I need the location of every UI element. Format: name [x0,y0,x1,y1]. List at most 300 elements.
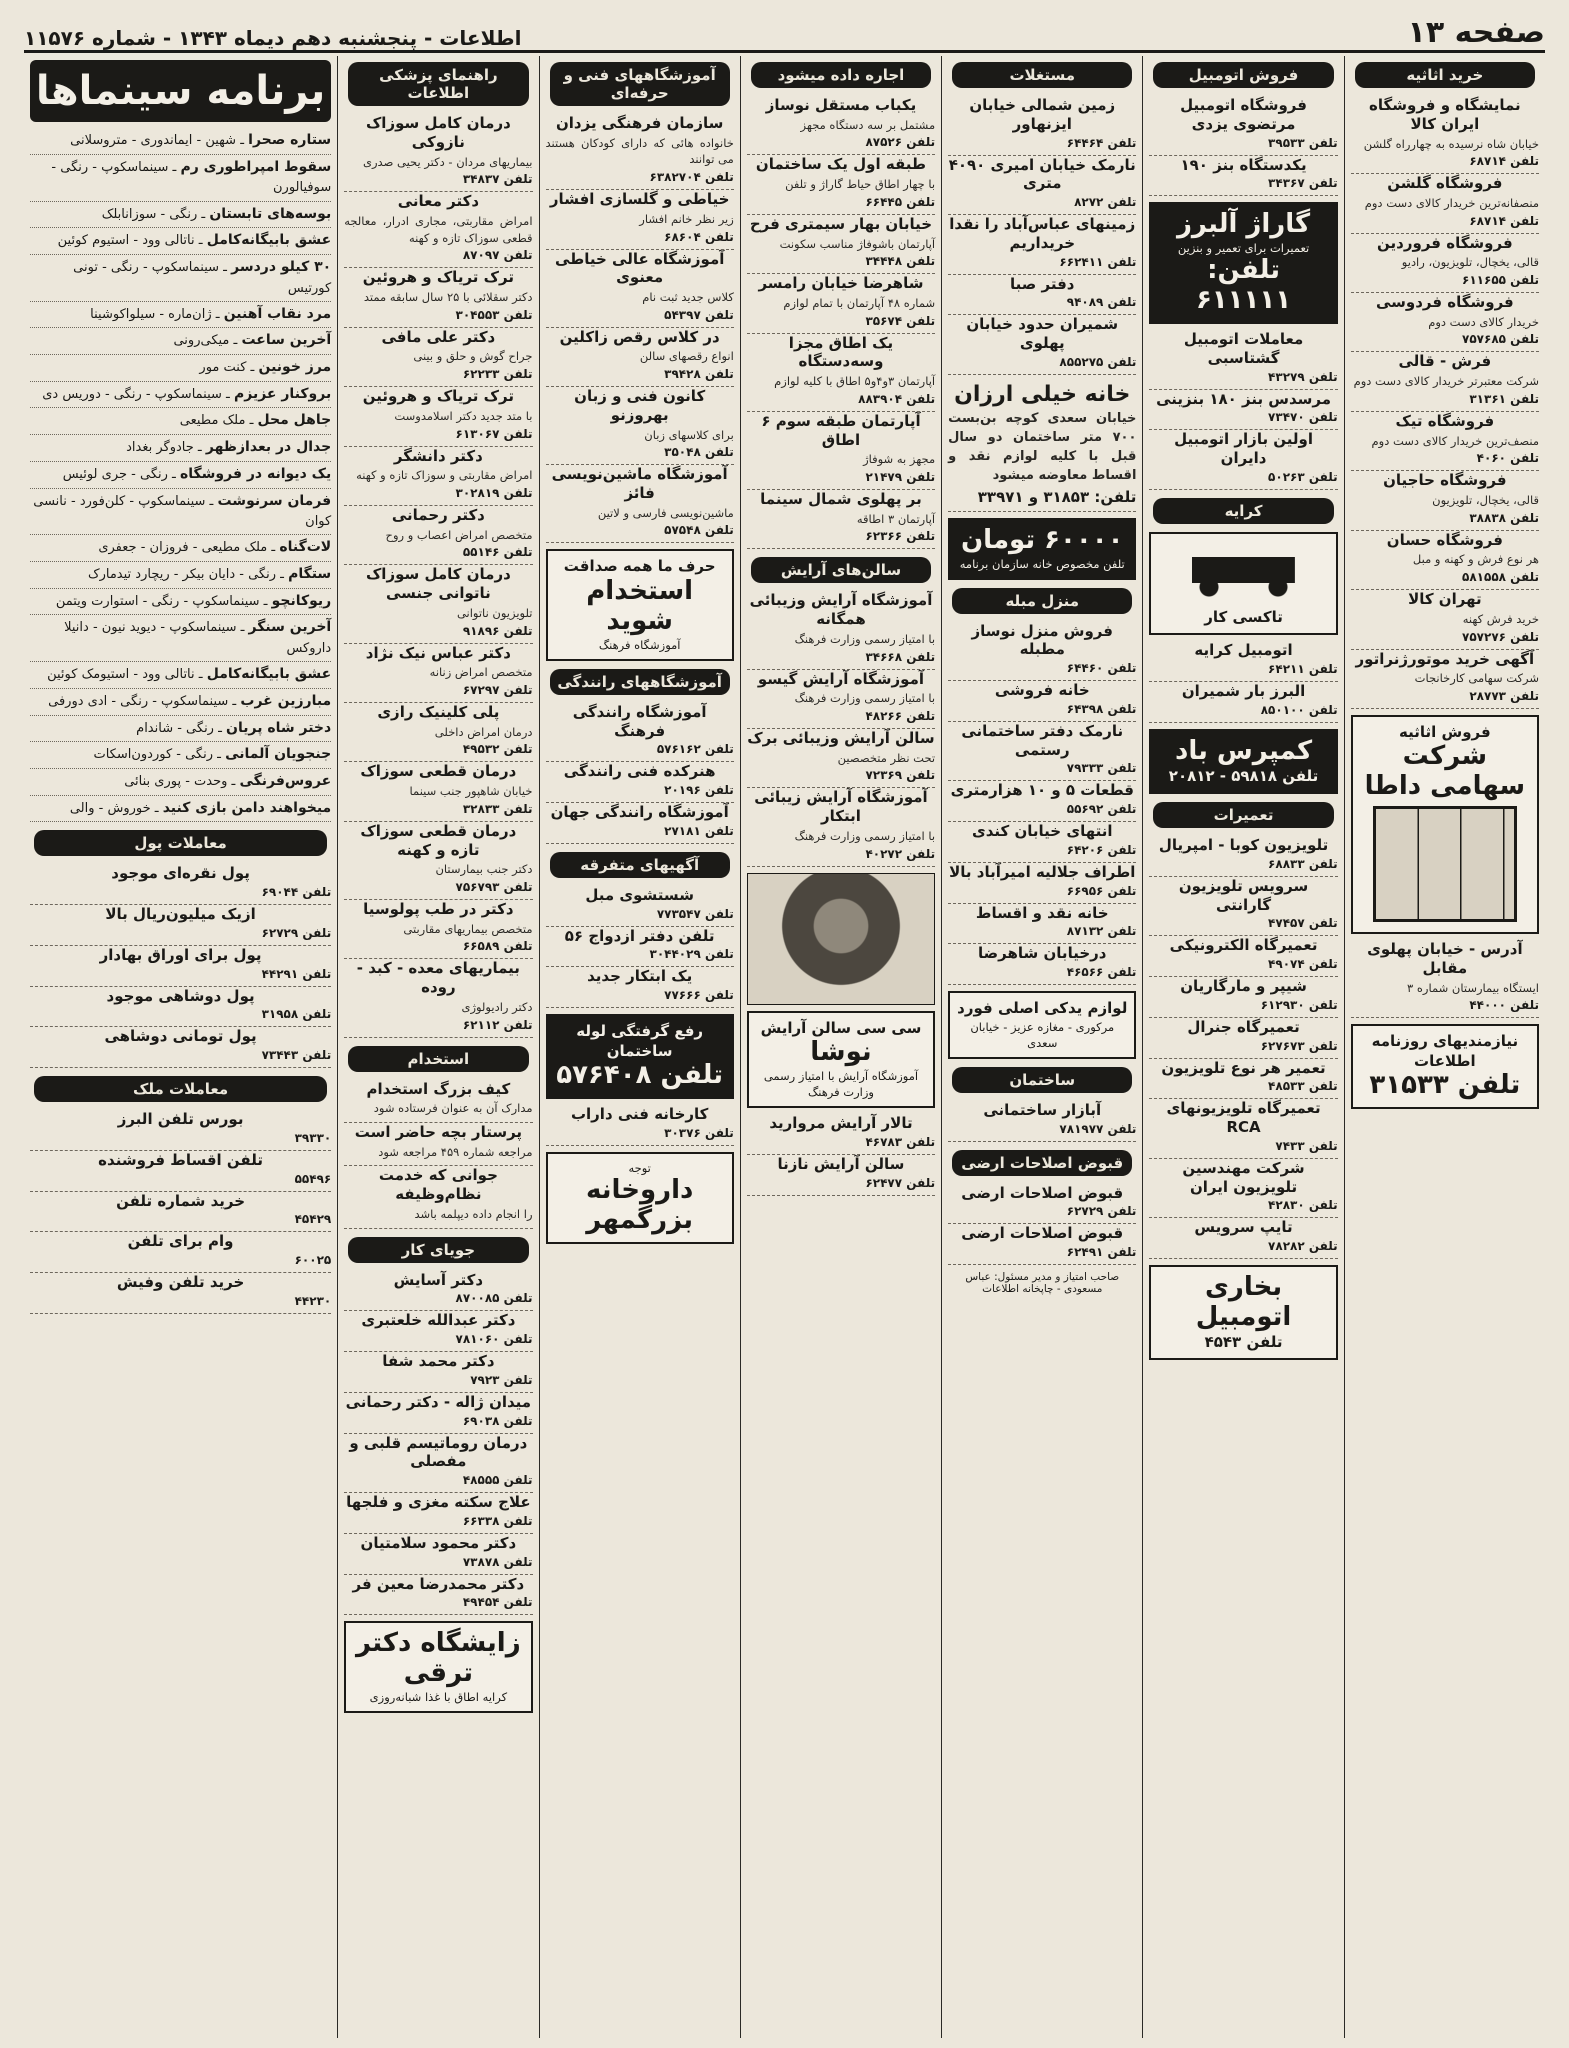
film-title: آخرین ساعت [241,332,332,349]
ad-body: با چهار اطاق حیاط گاراژ و تلفن [785,177,936,192]
ad-tel: تلفن ۹۱۸۹۶ [462,623,533,638]
ad-tel: تلفن ۶۴۲۱۱ [1268,662,1338,677]
school-ad [546,114,734,190]
film-info: شهین - ایماندوری - متروسلانی [70,133,237,148]
ad-title: دکتر آسایش [393,1270,484,1289]
film-title: فرمان سرنوشت [217,492,332,509]
ad-body: ماشین‌نویسی فارسی و لاتین [597,505,734,520]
ad-tel: تلفن ۷۹۳۳۳ [1066,761,1137,776]
separator: ـ [275,567,289,583]
ad-body: جراح گوش و حلق و بینی [413,349,533,364]
ad-title: نارمک خیابان امیری ۴۰۹۰ متری [948,155,1136,193]
ad-tel: تلفن ۶۲۷۲۹ [1066,1204,1137,1219]
doctor-ad [344,1434,532,1494]
ad-body: کلاس جدید ثبت نام [642,290,734,305]
ad-title: معاملات اتومبیل گشتاسبی [1183,330,1304,367]
cinema-listing [30,155,331,202]
rental-ad [747,155,935,214]
ad-title: تالار آرایش مروارید [769,1114,913,1133]
repair-ad [1149,877,1337,937]
column-medical [337,56,538,2038]
box-title: کمپرس باد [1174,735,1313,766]
plumbing-box [546,1014,734,1099]
ad-title: تعمیر هر نوع تلویزیون [1161,1058,1326,1077]
ad-title: شرکت مهندسین تلویزیون ایران [1182,1158,1305,1196]
box-body: آموزشگاه فرهنگ [598,637,681,652]
ad-title: آدرس - خیابان پهلوی مقابل [1367,940,1523,977]
medical-ad [344,822,532,900]
box-title: نیازمندیهای روزنامه اطلاعات [1371,1032,1519,1070]
ad-body: با امتیاز رسمی وزارت فرهنگ [794,828,936,843]
ad-tel: تلفن ۷۳۸۷۸ [462,1554,533,1569]
ad-tel: تلفن ۳۲۸۳۳ [462,801,533,816]
repair-ad [1149,936,1337,977]
cinema-listing [30,562,331,589]
cinema-listing [30,489,331,536]
ad-title: درخیابان شاهرضا [978,944,1107,963]
real-estate-ad [948,315,1136,375]
cinema-listing [30,128,331,155]
ad-tel: تلفن ۶۲۲۳۳ [462,367,533,382]
ad-title: زمینهای عباس‌آباد را نقدا خریداریم [949,215,1136,252]
money-ad [30,946,331,987]
category-header: جویای کار [348,1237,528,1263]
film-info: رنگی - جری لوئیس [62,466,168,482]
ad-title: دکتر دانشگر [393,446,483,465]
medical-ad [344,328,532,387]
maternity-box [344,1621,532,1713]
category-header: مستغلات [952,62,1132,88]
separator: ـ [236,133,249,148]
cinema-listing [30,435,331,462]
ad-tel: تلفن ۴۴۲۹۱ [261,966,332,981]
rental-ad [747,334,935,412]
box-body: کرایه اطاق با غذا شبانه‌روزی [369,1690,508,1705]
garage-box [1149,202,1337,324]
medical-ad [344,114,532,192]
repair-ad [1149,977,1337,1018]
classifieds-box [1351,1024,1539,1109]
film-info: ژان‌ماره - سیلواکوشینا [90,306,212,322]
real-estate-ad [948,215,1136,275]
phone-ad [30,1273,331,1314]
ad-tel: تلفن ۴۹۵۳۲ [462,742,533,757]
column-rentals [740,56,941,2038]
ad-title: تلفن دفتر ازدواج ۵۶ [564,926,715,945]
ad-body: امراض مقاربتی، مجاری ادرار، معالجه قطعی سوزاک تازه و کهنه [344,213,533,245]
columns [24,56,1545,2038]
ad-tel: تلفن ۶۱۲۹۳۰ [1260,997,1338,1012]
film-info: سینماسکوپ - کلن‌فورد - نانسی کوان [33,493,332,530]
ad-tel: تلفن ۴۸۲۶۶ [865,709,936,724]
ad-body: مدارک آن به عنوان فرستاده شود [373,1101,533,1116]
ad-title: فروشگاه گلشن [1387,174,1503,193]
ad-body: دکتر رادیولوژی [461,999,533,1014]
film-info: رنگی - دایان بیکر - ریچارد تیدمارک [87,567,276,583]
medical-ad [344,762,532,821]
ad-title: طبقه اول یک ساختمان [755,155,926,174]
ad-tel: تلفن ۷۸۲۸۲ [1268,1239,1338,1254]
ad-title: اتومبیل کرایه [1194,641,1293,660]
ad-body: درمان امراض داخلی [434,724,533,739]
ad-title: یکدستگاه بنز ۱۹۰ [1180,155,1307,174]
box-title: زایشگاه دکتر ترقی [356,1628,521,1689]
doctor-ad [344,1271,532,1312]
misc-ad [546,886,734,927]
wanted-ad [344,1166,532,1228]
ad-title: پول نقره‌ای موجود [111,864,250,883]
ad-title: شاهرضا خیابان رامسر [758,274,924,293]
separator: ـ [150,800,163,816]
real-estate-ad [948,622,1136,682]
box-title: داروخانه بزرگمهر [585,1174,694,1235]
phone-ad [30,1110,331,1151]
ad-title: خانه فروشی [994,681,1090,700]
ad-tel: تلفن ۴۸۵۵۵ [462,1473,533,1488]
school-box [546,549,734,660]
ad-tel: تلفن ۳۱۹۵۸ [261,1007,332,1022]
publisher-notice: صاحب امتیاز و مدیر مسئول: عباس مسعودی - چاپخانه اطلاعات [965,1271,1120,1296]
ad-body: را انجام داده دیپلمه باشد [414,1206,533,1221]
sixty-thousand-box [948,518,1136,580]
ad-title: بیماریهای معده - کبد - روده [356,959,520,997]
cinema-listing [30,716,331,743]
film-title: ستگام [288,566,332,583]
box-tel: تلفن ۵۹۸۱۸ - ۲۰۸۱۲ [1168,766,1319,785]
ad-title: فروشگاه حاجیان [1383,471,1507,490]
ad-tel: تلفن ۳۴۶۶۸ [865,649,936,664]
ad-body: شماره ۴۸ آپارتمان با تمام لوازم [783,296,936,311]
ad-title: خیابان بهار سیمتری فرح [749,214,933,233]
real-estate-ad [948,822,1136,863]
category-header: منزل مبله [952,588,1132,614]
ad-title: تلویزیون کوبا - امپریال [1158,836,1329,855]
ad-title: آموزشگاه آرایش وزیبائی همگانه [749,591,933,629]
column-schools [539,56,740,2038]
separator: ـ [236,620,249,636]
ad-tel: تلفن ۶۱۳۰۶۷ [455,426,533,441]
category-header: آگهیهای متفرقه [550,852,730,878]
ad-title: درمان کامل سوزاک نازوکی [365,114,511,151]
ad-tel: تلفن ۶۹۰۴۴ [261,885,332,900]
film-title: بوسه‌های تابستان [209,205,332,222]
ad-title: یک اطاق مجزا وسه‌دستگاه [788,333,894,371]
cinema-listing [30,462,331,489]
school-ad [546,328,734,387]
taxi-box [1149,532,1337,636]
ad-tel: تلفن ۲۱۴۷۹ [865,470,936,485]
ad-tel: تلفن ۴۷۴۵۷ [1268,916,1338,931]
ad-title: اولین بازار اتومبیل دایران [1174,430,1314,468]
ad-body: با امتیاز رسمی وزارت فرهنگ [794,631,936,646]
ad-tel: تلفن ۷۲۳۶۹ [865,768,936,783]
ford-parts-box [948,991,1136,1059]
film-title: عروس‌فرنگی [239,773,332,789]
ad-title: آبازار ساختمانی [983,1100,1102,1119]
cinema-listing [30,535,331,562]
issue-line: اطلاعات - پنجشنبه دهم دیماه ۱۳۴۳ - شماره ۱۱۵۷۶ [24,26,522,50]
cinema-listing [30,742,331,769]
running-head [24,8,1545,53]
land-reform-ad [948,1184,1136,1225]
ad-tel: تلفن ۶۸۷۱۴ [1469,213,1539,228]
misc-ad [546,1105,734,1146]
ad-title: فروشگاه فروردین [1377,233,1513,252]
separator: ـ [167,466,180,482]
ad-title: پرستار بچه حاضر است [354,1123,523,1141]
ad-title: پول دوشاهی موجود [106,986,255,1005]
separator: ـ [168,159,181,175]
ad-title: تلفن اقساط فروشنده [98,1150,263,1169]
category-header: فروش اتومبیل [1153,62,1333,88]
ad-tel: تلفن ۵۷۶۱۶۲ [656,742,734,757]
ad-tel: تلفن ۲۷۱۸۱ [664,823,734,838]
ad-title: تعمیرگاه جنرال [1187,1017,1300,1036]
doctor-ad [344,1393,532,1434]
ad-title: نمایشگاه و فروشگاه ایران کالا [1369,96,1521,133]
ad-tel: تلفن ۶۷۲۹۷ [462,682,533,697]
ad-tel: تلفن ۴۴۰۰۰ [1469,998,1539,1013]
ad-title: کانون فنی و زبان بهروزنو [574,387,706,424]
box-body: توجه [628,1160,651,1175]
ad-title: خانه خیلی ارزان [954,381,1131,407]
film-info: ملک مطیعی - فروزان - جعفری [98,540,268,556]
ad-title: دکتر محمود سلامتیان [360,1533,517,1552]
ad-title: در کلاس رقص زاکلین [559,327,720,346]
ad-title: مرسدس بنز ۱۸۰ بنزینی [1156,389,1332,408]
school-ad [546,387,734,465]
ad-body: امراض مقاربتی و سوزاک تازه و کهنه [356,468,533,483]
salon-box [747,1011,935,1109]
furniture-ad [1351,412,1539,471]
film-title: جدال در بعدازظهر [205,439,332,456]
box-body: آموزشگاه آرایش با امتیاز رسمی وزارت فرهنگ [763,1069,919,1100]
separator: ـ [259,593,272,609]
film-title: ستاره صحرا [248,132,332,148]
real-estate-ad [948,863,1136,904]
medical-ad [344,506,532,565]
box-tel: تلفن ۴۵۴۳ [1204,1332,1283,1351]
category-header: معاملات ملک [34,1076,327,1102]
cinema-listing [30,228,331,255]
ad-tel: تلفن ۴۲۸۳۰ [1268,1198,1338,1213]
ad-title: ترک تریاک و هروئین [362,387,514,406]
money-ad [30,1027,331,1068]
box-title: سی سی سالن آرایش [760,1018,922,1037]
rental-ad [747,490,935,549]
ad-tel: تلفن ۶۲۴۷۷ [865,1175,936,1190]
car-ad [1149,156,1337,197]
ad-tel: تلفن ۷۹۲۳ [470,1372,533,1387]
medical-ad [344,900,532,959]
ad-tel: تلفن ۷۳۴۷۰ [1268,410,1338,425]
ad-tel: تلفن ۷۵۷۶۸۵ [1462,332,1539,347]
ad-body: خیابان شاهپور جنب سینما [409,784,533,799]
furniture-sale-box [1351,715,1539,934]
ad-title: تهران کالا [1408,590,1482,609]
house-ad [948,381,1136,512]
school-ad [546,250,734,328]
ad-title: جوانی که خدمت نظام‌وظیفه [378,1166,498,1204]
box-sub: استخدام شوید [586,575,694,636]
box-title: تاکسی کار [1204,607,1283,626]
film-info: ناتالی وود - استیومک کوئین [47,667,195,683]
separator: ـ [229,333,242,349]
ad-title: زمین شمالی خیابان ایزنهاور [969,96,1116,133]
separator: ـ [228,693,241,709]
ad-title: البرز بار شمیران [1181,682,1306,701]
ad-tel: ۴۴۲۳۰ [294,1293,332,1308]
ad-title: بورس تلفن البرز [117,1110,244,1129]
cinema-listing [30,328,331,355]
ad-body: خریدار کالای دست دوم [1428,314,1539,329]
separator: ـ [246,360,259,376]
film-title: میخواهند دامن بازی کنید [162,799,332,816]
box-tel: تلفن: ۶۱۱۱۱۱ [1195,255,1292,316]
box-sub: تعمیرات برای تعمیر و بنزین [1177,241,1310,256]
cinema-listing [30,615,331,662]
ad-body: دکتر جنب بیمارستان [435,862,533,877]
ad-tel: تلفن ۷۸۱۹۷۷ [1059,1121,1137,1136]
film-info: خوروش - والی [69,800,151,816]
repair-ad [1149,836,1337,877]
column-furniture [1344,56,1545,2038]
film-title: بروکنار عزیزم [234,385,332,402]
ad-tel: تلفن ۹۴۰۸۹ [1066,295,1137,310]
separator: ـ [197,206,210,222]
school-ad [546,190,734,249]
ad-tel: تلفن ۵۵۶۹۲ [1066,802,1137,817]
school-ad [546,465,734,543]
category-header: سالن‌های آرایش [751,557,931,583]
box-amount: ۶۰۰۰۰ تومان [960,524,1124,555]
ad-tel: تلفن ۸۷۰۰۸۵ [455,1291,533,1306]
ad-title: سالن آرایش نازنا [777,1154,905,1173]
film-info: سینماسکوپ - دیوید نیون - دانیلا داروکس [64,620,332,657]
film-info: رنگی - سوزانابلک [101,206,198,222]
ad-tel: تلفن ۵۷۵۴۸ [664,523,734,538]
ad-body: تحت نظر متخصصین [837,750,936,765]
ad-title: آموزشگاه رانندگی فرهنگ [572,702,707,740]
cinema-listing [30,689,331,716]
ad-title: ترک تریاک و هروئین [362,268,514,287]
ad-body: منصف‌ترین خریدار کالای دست دوم [1371,433,1539,448]
ad-title: دکتر عباس نیک نژاد [365,643,511,662]
ad-tel: تلفن ۶۶۴۴۵ [865,194,936,209]
ad-title: قطعات ۵ و ۱۰ هزارمتری [950,781,1134,800]
separator: ـ [194,667,207,683]
ad-title: درمان کامل سوزاک ناتوانی جنسی [365,565,511,603]
cinema-listing [30,355,331,382]
doctor-ad [344,1352,532,1393]
ad-tel: تلفن ۶۶۲۴۱۱ [1059,254,1137,269]
real-estate-ad [948,156,1136,216]
film-info: ناتالی وود - استیوم کوئین [57,233,195,249]
box-title: گاراژ آلبرز [1176,209,1311,240]
ad-title: دکتر علی مافی [381,327,496,346]
ad-title: دکتر در طب پولوسیا [363,899,514,918]
separator: ـ [219,259,232,275]
phone-ad [30,1232,331,1273]
furniture-ad [1351,940,1539,1018]
cinema-listing [30,662,331,689]
category-header: آموزشگاههای رانندگی [550,669,730,695]
construction-ad [948,1101,1136,1142]
car-icon [1170,544,1316,604]
film-info: ملک مطیعی [179,413,246,429]
category-header: خرید اثاثیه [1355,62,1535,88]
ad-title: پلی کلینیک رازی [377,702,500,721]
ad-tel: تلفن ۴۶۵۶۶ [1066,965,1137,980]
car-ad [1149,430,1337,490]
money-ad [30,987,331,1028]
ad-tel: تلفن ۸۲۷۲ [1074,195,1137,209]
ad-body: خیابان سعدی کوچه بن‌بست ۷۰۰ متر ساختمان دو سال قبل با کلیه لوازم نقد و اقساط معاوضه میشود [948,411,1137,483]
film-info: رنگی - کوردون‌اسکات [93,747,213,763]
ad-title: فروشگاه تیک [1395,411,1495,430]
ad-tel: تلفن ۸۷۰۹۷ [462,248,533,263]
separator: ـ [213,720,227,736]
ad-title: آموزشگاه آرایش زیبائی ابتکار [754,788,928,826]
ad-tel: تلفن ۷۷۶۶۶ [664,988,734,1003]
ad-body: متخصص امراض زنانه [429,665,533,680]
ad-tel: تلفن ۸۵۰۱۰۰ [1260,702,1338,717]
column-real-estate [941,56,1142,2038]
box-tel: تلفن ۵۷۶۴۰۸ [556,1060,724,1091]
ad-tel: تلفن ۳۰۴۴۰۲۹ [649,947,734,962]
ad-tel: تلفن ۴۳۲۷۹ [1268,369,1338,384]
category-header: کرایه [1153,498,1333,524]
cinema-title: برنامه سینماها [30,60,331,122]
category-header: اجاره داده میشود [751,62,931,88]
ad-tel: تلفن: ۳۱۸۵۳ و ۳۳۹۷۱ [977,487,1137,506]
ad-title: درمان قطعی سوزاک [360,762,517,781]
medical-ad [344,959,532,1037]
ad-tel: تلفن ۸۷۱۳۲ [1066,924,1137,939]
film-title: ۳۰ کیلو دردسر [231,258,332,275]
ad-title: یکباب مستقل نوساز [765,96,917,114]
film-title: ریوکانچو [271,592,332,609]
film-info: کنت مور [199,360,247,376]
salon-ad [747,1155,935,1196]
ad-title: خرید شماره تلفن [116,1191,246,1210]
ad-title: آموزشگاه رانندگی جهان [550,803,729,822]
furniture-ad [1351,471,1539,530]
box-sub: نوشا [810,1037,872,1068]
ad-body: با متد جدید دکتر اسلامدوست [394,408,533,423]
ad-tel: تلفن ۳۴۴۴۸ [865,254,936,269]
driving-ad [546,803,734,844]
ad-title: کارخانه فنی داراب [570,1104,709,1123]
ad-tel: تلفن ۶۲۳۶۶ [865,529,936,544]
ad-title: درمان قطعی سوزاک تازه و کهنه [360,821,517,859]
ad-tel: تلفن ۶۸۶۰۴ [664,229,734,244]
real-estate-ad [948,681,1136,722]
ad-title: آموزشگاه آرایش گیسو [757,669,925,688]
separator: ـ [227,774,240,789]
column-cinema [24,56,337,2038]
film-info: سینماسکوپ - رنگی - سوفیالورن [51,159,332,196]
ad-body: متخصص امراض اعصاب و روح [385,527,533,542]
ad-tel: تلفن ۳۹۴۲۸ [664,367,734,382]
ad-tel: تلفن ۳۰۴۵۵۳ [455,307,533,322]
cinema-listing [30,255,331,302]
category-header: ساختمان [952,1067,1132,1093]
repair-ad [1149,1099,1337,1159]
ad-body: مجهز به شوفاژ [863,452,936,467]
ad-tel: تلفن ۷۵۷۲۷۶ [1462,629,1539,644]
ad-tel: تلفن ۳۰۳۷۶ [664,1125,734,1140]
